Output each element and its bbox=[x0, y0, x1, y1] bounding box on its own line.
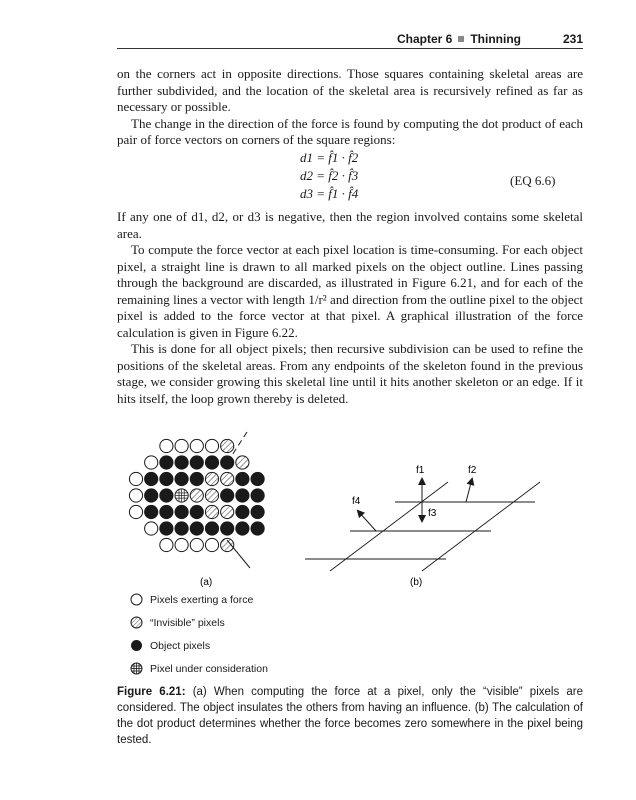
invisible-pixel bbox=[221, 505, 234, 518]
object-pixel bbox=[160, 489, 173, 502]
invisible-pixel bbox=[205, 489, 218, 502]
outline-pixel bbox=[205, 439, 218, 452]
object-pixel bbox=[221, 456, 234, 469]
object-pixel bbox=[251, 472, 264, 485]
header-separator-icon bbox=[458, 36, 464, 42]
outline-pixel bbox=[175, 439, 188, 452]
invisible-pixel bbox=[221, 439, 234, 452]
hatched-circle-icon bbox=[130, 616, 143, 629]
object-pixel bbox=[251, 489, 264, 502]
equation-3: d3 = f̂1 · f̂4 bbox=[300, 186, 359, 201]
object-pixel bbox=[236, 472, 249, 485]
object-pixel bbox=[175, 456, 188, 469]
outline-pixel bbox=[190, 538, 203, 551]
header-chapter: Chapter 6 Thinning bbox=[396, 32, 521, 46]
label-f1: f1 bbox=[416, 465, 425, 476]
object-pixel bbox=[236, 505, 249, 518]
vector-f2 bbox=[466, 479, 472, 502]
object-pixel bbox=[145, 472, 158, 485]
outline-pixel bbox=[190, 439, 203, 452]
invisible-pixel bbox=[205, 505, 218, 518]
object-pixel bbox=[160, 456, 173, 469]
invisible-pixel bbox=[205, 472, 218, 485]
outline-pixel bbox=[175, 538, 188, 551]
outline-pixel bbox=[145, 522, 158, 535]
sight-line-bottom bbox=[227, 540, 250, 568]
invisible-pixel bbox=[221, 472, 234, 485]
paragraph-1: on the corners act in opposite directions. Those squares containing skeletal areas are further subdivided, and the location of the skeletal area is recursively refined as far as necessary or possible. bbox=[117, 66, 583, 114]
object-pixel bbox=[190, 505, 203, 518]
outline-pixel bbox=[129, 489, 142, 502]
filled-circle-icon bbox=[130, 639, 143, 652]
object-pixel bbox=[251, 505, 264, 518]
object-pixel bbox=[221, 522, 234, 535]
paragraph-5: This is done for all object pixels; then recursive subdivision can be used to refine the positions of the skeletal areas. From any endpoints of the skeleton found in the previous stage, we consider growing this skeletal line until it hits another skeleton or an edge. If it hits itself, the loop grown thereby is deleted. bbox=[117, 341, 583, 406]
object-pixel bbox=[190, 472, 203, 485]
equation-number: (EQ 6.6) bbox=[510, 173, 556, 188]
running-header bbox=[117, 30, 583, 49]
paragraph-4: To compute the force vector at each pixel location is time-consuming. For each object pixel, a straight line is drawn to all marked pixels on the object outline. Lines passing through the background are discarded, as illustrated in Figure 6.21, and for each of the remaining lines a vector with length 1/r² and direction from the outline pixel to the object pixel is added to the force vector at that pixel. A graphical illustration of the force calculation is given in Figure 6.22. bbox=[117, 242, 583, 340]
outline-pixel bbox=[129, 472, 142, 485]
outline-pixel bbox=[129, 505, 142, 518]
object-pixel bbox=[205, 456, 218, 469]
object-pixel bbox=[175, 505, 188, 518]
vector-f4 bbox=[358, 511, 376, 531]
caption-text: (a) When computing the force at a pixel, only the “visible” pixels are considered. The object insulates the others from having an influence. (b) The calculation of the dot product determines whether the force becomes zero somewhere in the pixel being tested. bbox=[117, 686, 583, 746]
paragraph-3: If any one of d1, d2, or d3 is negative, then the region involved contains some skeletal area. bbox=[117, 209, 583, 241]
object-pixel bbox=[236, 489, 249, 502]
label-f4: f4 bbox=[352, 496, 361, 507]
object-pixel bbox=[175, 472, 188, 485]
object-pixel bbox=[175, 522, 188, 535]
equation-1: d1 = f̂1 · f̂2 bbox=[300, 150, 359, 165]
label-f3: f3 bbox=[428, 508, 437, 519]
caption-label: Figure 6.21: bbox=[117, 686, 186, 698]
object-pixel bbox=[145, 505, 158, 518]
label-part-b: (b) bbox=[410, 577, 423, 588]
invisible-pixel bbox=[190, 489, 203, 502]
body-block-2 bbox=[117, 209, 583, 407]
object-pixel bbox=[236, 522, 249, 535]
object-pixel bbox=[160, 505, 173, 518]
outline-pixel bbox=[205, 538, 218, 551]
invisible-pixel bbox=[236, 456, 249, 469]
page-number: 231 bbox=[562, 32, 583, 46]
object-pixel bbox=[160, 522, 173, 535]
pixel-grid bbox=[129, 439, 264, 551]
label-part-a: (a) bbox=[200, 577, 213, 588]
figure-caption bbox=[117, 684, 583, 748]
body-block-1 bbox=[117, 66, 583, 149]
object-pixel bbox=[190, 522, 203, 535]
outline-pixel bbox=[160, 439, 173, 452]
object-pixel bbox=[145, 489, 158, 502]
object-pixel bbox=[221, 489, 234, 502]
open-circle-icon bbox=[130, 593, 143, 606]
force-diagram bbox=[305, 465, 540, 571]
crosshatched-circle-icon bbox=[130, 662, 143, 675]
object-pixel bbox=[190, 456, 203, 469]
object-pixel bbox=[251, 522, 264, 535]
object-pixel bbox=[160, 472, 173, 485]
outline-pixel bbox=[160, 538, 173, 551]
paragraph-2: The change in the direction of the force is found by computing the dot product of each pair of force vectors on corners of the square regions: bbox=[117, 115, 583, 147]
object-pixel bbox=[205, 522, 218, 535]
equation-2: d2 = f̂2 · f̂3 bbox=[300, 168, 359, 183]
label-f2: f2 bbox=[468, 465, 477, 476]
outline-pixel bbox=[145, 456, 158, 469]
